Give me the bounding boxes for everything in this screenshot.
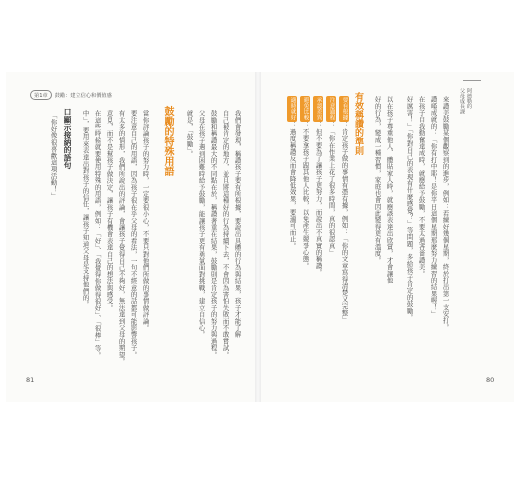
rule-4-tag: 避免比較: [300, 96, 310, 122]
rule-5-text: ：過度稱讚反而會降低效果，要適可而止。: [288, 121, 297, 249]
rule-3-tag: 承認差異: [313, 96, 323, 122]
left-paragraph-4: 父母在孩子遇到困難時給予鼓勵，能讓孩子更有勇氣面對挑戰，建立自信心。: [197, 110, 206, 338]
right-paragraph-2: 讚嘆成就的：「你有打中耶！是你平日這個星期那麼努力練習的結果喔！」: [429, 96, 438, 318]
rule-1-tag: 要有根據: [339, 96, 349, 122]
right-paragraph-4: 好厲害！」「你對自己的表現有什麼感覺？」等問題，多給孩子肯定的鼓勵。: [405, 96, 414, 321]
right-section-heading: 有效稱讚的準則: [353, 92, 363, 155]
left-paragraph-2: 自己被肯定的地方，並且將這種好的行為持續下去，不會因為害怕失敗而不敢嘗試。: [221, 110, 230, 358]
side-title-rule: [463, 80, 481, 83]
rule-1: [339, 96, 349, 323]
left-paragraph-3: 鼓勵和稱讚最大的不同點在於，稱讚著重在結果，鼓勵則是肯定孩子的努力與過程。: [209, 110, 218, 358]
left-page-number: 81: [26, 376, 35, 384]
right-paragraph-1: 來讚美鼓勵某個觀察到的進步，例如：若練好幾個星期，終於打出第一支安打。: [441, 96, 450, 331]
left-body-3: 有太多的情形，我們所說出的評論，會讓孩子覺得自己不夠好，無法達到父母的期望。: [117, 110, 126, 365]
right-page-number: 80: [486, 376, 495, 384]
left-body-4: 意見，而不是幫孩子做決定，讓孩子有機會表達自己的想法與感受。: [105, 110, 114, 311]
side-title-line2: 父母成長課: [459, 88, 465, 114]
rule-2: [326, 96, 336, 256]
rule-1-text: ：肯定孩子做的事情有憑有據，例如：「你的文章寫得清楚又完整」: [340, 121, 349, 323]
rule-4: [300, 96, 310, 269]
rule-3-text: ：但不要為了讓孩子更努力，而說出不真實的稱讚。: [314, 121, 323, 276]
side-title-line1: 阿德勒的: [466, 88, 472, 109]
side-title: [458, 88, 472, 114]
left-sub-heading: 口顯示接納的語句: [63, 108, 72, 169]
left-quote-1: 「你好像很喜歡這項活動！」: [49, 112, 58, 200]
right-paragraph-3: 在孩子自我勤奮達成時，就應給予鼓勵，不要太過吝嗇讚美。: [417, 96, 426, 277]
chapter-number: 第1章: [30, 90, 52, 100]
rule-5-tag: 適時就好: [287, 96, 297, 122]
rule-5: [287, 96, 297, 249]
left-paragraph-1: 我們會發現，稱讚孩子要有所根據，要說出具體的行為與結果，孩子才能了解: [233, 110, 242, 338]
left-body-5: 在這些時候就要使用特殊的用語，例如：「好」、「我覺得你做得很好」、「很棒」等。: [93, 110, 102, 359]
left-section-heading: 鼓勵的特殊用語: [162, 106, 173, 176]
left-body-1: 當你評論孩子的努力時，一定要很小心，不要只對他們所做的事情做評論。: [141, 110, 150, 332]
right-paragraph-5: 以在孩子尊重他人、體貼家人時，就應該表達出欣賞，才會讓他: [385, 96, 394, 284]
rule-2-text: ：「你在作業上花了很多時間，真的很認真」: [327, 121, 336, 256]
chapter-tag: [30, 90, 112, 100]
rule-3: [313, 96, 323, 276]
book-gutter: [255, 72, 261, 402]
chapter-title: 鼓勵：建立信心和價值感: [54, 92, 112, 99]
rule-4-text: ：不要拿孩子跟其他人比較，以免產生競爭心態。: [301, 121, 310, 270]
left-body-2: 要注意自己的用語，因為孩子很在乎父母的看法，一句不經意的話都可能影響孩子。: [129, 110, 138, 358]
rule-2-tag: 注意過程: [326, 96, 336, 122]
left-paragraph-5: 就是，「鼓勵」。: [185, 110, 194, 158]
left-body-6: 中」，要用來表達出對孩子的信任，讓孩子知道父母是支持他們的。: [81, 110, 90, 308]
right-paragraph-6: 好的行為，變成一種習慣，家庭也會因此變得更有溫度。: [373, 96, 382, 264]
